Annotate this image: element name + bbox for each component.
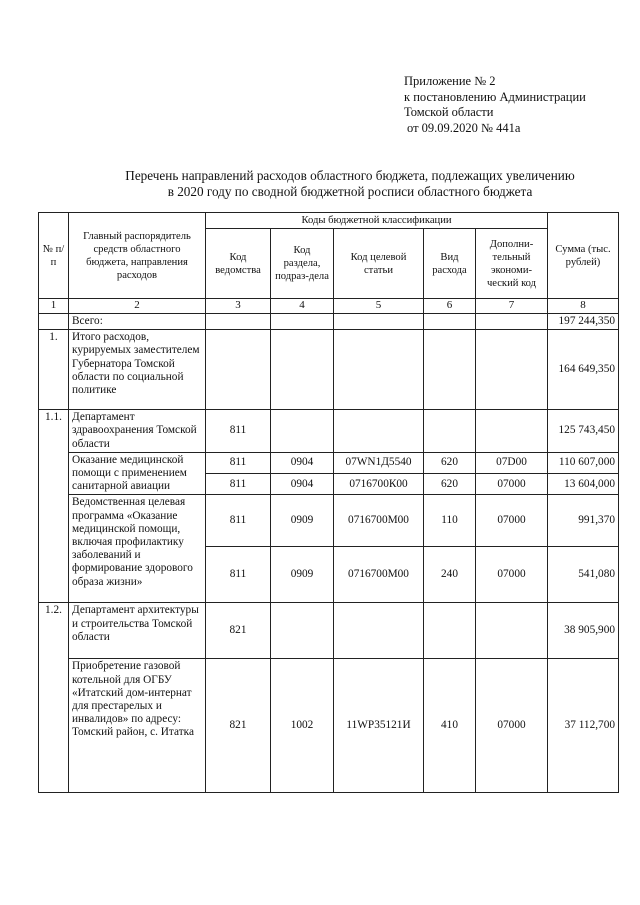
cell-sum: 164 649,350 <box>548 330 619 410</box>
cell-name: Департамент архитектуры и строительства Томской области <box>69 603 206 659</box>
cell-section: 0904 <box>271 452 334 473</box>
cell-sum: 991,370 <box>548 495 619 547</box>
cell-target: 0716700М00 <box>334 547 424 603</box>
cell-dept: 821 <box>206 659 271 793</box>
cell-target: 0716700М00 <box>334 495 424 547</box>
cell-section: 0904 <box>271 474 334 495</box>
header-sum: Сумма (тыс. рублей) <box>548 213 619 299</box>
cell-vr <box>424 410 476 453</box>
col-number: 4 <box>271 299 334 314</box>
cell-num: 1.1. <box>39 410 69 603</box>
cell-vr: 620 <box>424 452 476 473</box>
column-numbers-row <box>39 299 619 314</box>
cell-dept: 811 <box>206 495 271 547</box>
cell-section <box>271 603 334 659</box>
col-number: 8 <box>548 299 619 314</box>
cell-extra: 07D00 <box>476 452 548 473</box>
appendix-line-3: Томской области <box>404 105 494 119</box>
cell-section: 1002 <box>271 659 334 793</box>
header-codes: Коды бюджетной классификации <box>206 213 548 229</box>
appendix-line-1: Приложение № 2 <box>404 74 496 88</box>
cell-vr: 240 <box>424 547 476 603</box>
cell-dept <box>206 314 271 330</box>
header-manager: Главный распорядитель средств областного бюджета, направления расходов <box>69 213 206 299</box>
cell-sum: 110 607,000 <box>548 452 619 473</box>
cell-dept: 811 <box>206 547 271 603</box>
title-line-1: Перечень направлений расходов областного бюджета, подлежащих увеличению <box>125 168 575 183</box>
cell-sum: 125 743,450 <box>548 410 619 453</box>
cell-name: Департамент здравоохранения Томской области <box>69 410 206 453</box>
cell-dept: 811 <box>206 410 271 453</box>
cell-section <box>271 330 334 410</box>
cell-vr: 110 <box>424 495 476 547</box>
cell-target: 0716700К00 <box>334 474 424 495</box>
table-row <box>39 452 619 473</box>
col-number: 5 <box>334 299 424 314</box>
header-section-code: Код раздела, подраз-дела <box>271 229 334 299</box>
table-header-row <box>39 213 619 229</box>
col-number: 7 <box>476 299 548 314</box>
cell-target <box>334 410 424 453</box>
cell-vr <box>424 603 476 659</box>
table-row <box>39 495 619 547</box>
appendix-line-4: от 09.09.2020 № 441а <box>407 120 521 135</box>
cell-dept: 811 <box>206 452 271 473</box>
cell-name: Всего: <box>69 314 206 330</box>
table-row <box>39 330 619 410</box>
cell-dept: 821 <box>206 603 271 659</box>
cell-name: Ведомственная целевая программа «Оказание медицинской помощи, включая профилактику заболеваний и формирование здорового образа жизни» <box>69 495 206 603</box>
header-extra-code: Дополни-тельный экономи-ческий код <box>476 229 548 299</box>
cell-vr: 620 <box>424 474 476 495</box>
col-number: 3 <box>206 299 271 314</box>
header-target-code: Код целевой статьи <box>334 229 424 299</box>
header-expense-type: Вид расхода <box>424 229 476 299</box>
cell-extra: 07000 <box>476 547 548 603</box>
cell-section: 0909 <box>271 495 334 547</box>
cell-name: Приобретение газовой котельной для ОГБУ «Итатский дом-интернат для престарелых и инвалидов» по адресу: Томский район, с. Итатка <box>69 659 206 793</box>
cell-name: Оказание медицинской помощи с применением санитарной авиации <box>69 452 206 495</box>
cell-target <box>334 603 424 659</box>
cell-num: 1. <box>39 330 69 410</box>
cell-vr <box>424 314 476 330</box>
cell-target <box>334 330 424 410</box>
cell-vr <box>424 330 476 410</box>
col-number: 2 <box>69 299 206 314</box>
cell-extra <box>476 410 548 453</box>
budget-table <box>38 212 619 793</box>
cell-extra <box>476 330 548 410</box>
cell-extra <box>476 603 548 659</box>
table-row <box>39 659 619 793</box>
cell-num <box>39 314 69 330</box>
cell-vr: 410 <box>424 659 476 793</box>
table-row <box>39 314 619 330</box>
col-number: 6 <box>424 299 476 314</box>
cell-sum: 13 604,000 <box>548 474 619 495</box>
cell-section: 0909 <box>271 547 334 603</box>
title-line-2: в 2020 году по сводной бюджетной росписи областного бюджета <box>167 184 533 199</box>
cell-extra: 07000 <box>476 474 548 495</box>
table-row <box>39 410 619 453</box>
cell-dept: 811 <box>206 474 271 495</box>
header-num: № п/п <box>39 213 69 299</box>
document-title <box>70 168 630 200</box>
cell-target: 07WN1Д5540 <box>334 452 424 473</box>
cell-extra: 07000 <box>476 495 548 547</box>
cell-section <box>271 410 334 453</box>
cell-target <box>334 314 424 330</box>
col-number: 1 <box>39 299 69 314</box>
cell-sum: 38 905,900 <box>548 603 619 659</box>
appendix-block <box>404 74 586 136</box>
cell-sum: 37 112,700 <box>548 659 619 793</box>
appendix-line-2: к постановлению Администрации <box>404 89 586 104</box>
cell-target: 11WP35121И <box>334 659 424 793</box>
cell-dept <box>206 330 271 410</box>
cell-extra <box>476 314 548 330</box>
cell-extra: 07000 <box>476 659 548 793</box>
table-row <box>39 603 619 659</box>
header-dept-code: Код ведомства <box>206 229 271 299</box>
cell-sum: 197 244,350 <box>548 314 619 330</box>
cell-sum: 541,080 <box>548 547 619 603</box>
cell-num: 1.2. <box>39 603 69 793</box>
cell-section <box>271 314 334 330</box>
cell-name: Итого расходов, курируемых заместителем Губернатора Томской области по социальной политике <box>69 330 206 410</box>
